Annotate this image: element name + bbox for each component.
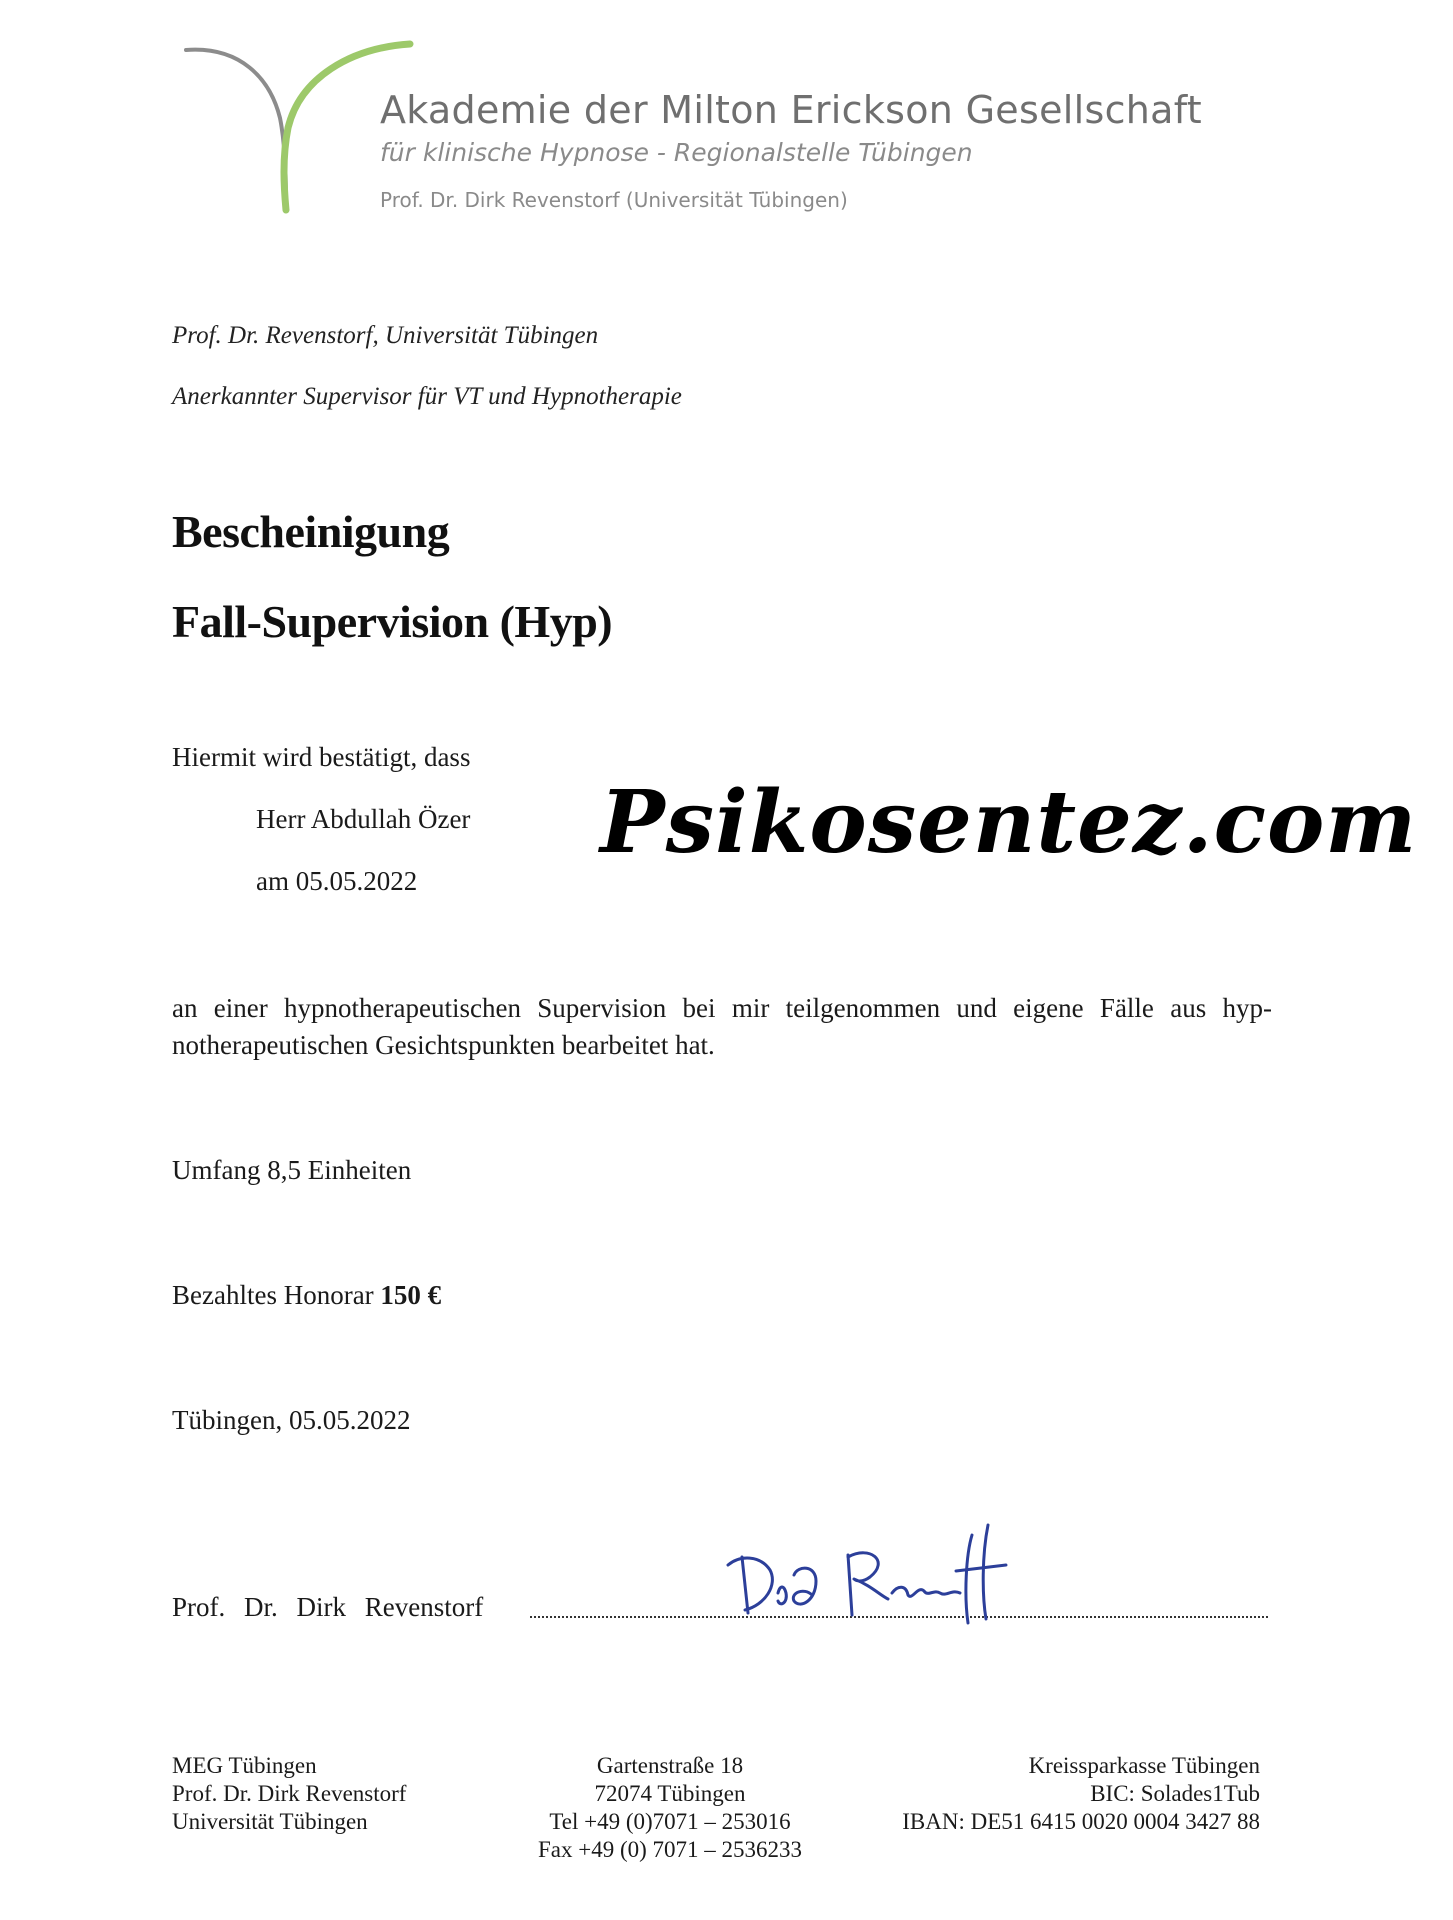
footer-bank-name: Kreissparkasse Tübingen — [1028, 1753, 1260, 1778]
paragraph-line-2: notherapeutischen Gesichtspunkten bearbeitet hat. — [172, 1030, 715, 1060]
intro-text: Hiermit wird bestätigt, dass — [172, 742, 471, 772]
fee-value: 150 € — [380, 1280, 442, 1310]
session-date: am 05.05.2022 — [256, 866, 418, 896]
document-subtitle: Fall-Supervision (Hyp) — [172, 596, 613, 647]
footer-left — [172, 1752, 406, 1836]
org-name: Akademie der Milton Erickson Gesellschaft — [380, 88, 1202, 132]
footer-bic: BIC: Solades1Tub — [1090, 1781, 1260, 1806]
org-subtitle: für klinische Hypnose - Regionalstelle Tübingen — [380, 138, 973, 167]
fee-line — [172, 1280, 441, 1311]
org-director: Prof. Dr. Dirk Revenstorf (Universität Tübingen) — [380, 188, 848, 212]
watermark: Psikosentez.com — [600, 772, 1418, 873]
footer-iban: IBAN: DE51 6415 0020 0004 3427 88 — [902, 1809, 1260, 1834]
sender-line-1: Prof. Dr. Revenstorf, Universität Tübingen — [172, 322, 599, 349]
person-name: Herr Abdullah Özer — [256, 804, 471, 834]
place-date: Tübingen, 05.05.2022 — [172, 1405, 411, 1435]
footer-fax: Fax +49 (0) 7071 – 2536233 — [537, 1837, 803, 1862]
footer-phone: Tel +49 (0)7071 – 253016 — [549, 1809, 791, 1834]
footer-right — [880, 1752, 1260, 1836]
confirmation-paragraph — [172, 990, 1272, 1064]
footer-middle — [520, 1752, 820, 1864]
scope-text: Umfang 8,5 Einheiten — [172, 1155, 412, 1185]
fee-label: Bezahltes Honorar — [172, 1280, 374, 1310]
paragraph-line-1: an einer hypnotherapeutischen Supervision bei mir teilgenommen und eigene Fälle aus hyp- — [172, 993, 1272, 1023]
handwritten-signature — [720, 1515, 1020, 1625]
footer-left-line: Prof. Dr. Dirk Revenstorf — [172, 1781, 407, 1806]
footer-address-line: Gartenstraße 18 — [596, 1753, 744, 1778]
signatory-name: Prof. Dr. Dirk Revenstorf — [172, 1592, 484, 1622]
sender-line-2: Anerkannter Supervisor für VT und Hypnotherapie — [172, 383, 682, 410]
footer-left-line: MEG Tübingen — [172, 1753, 317, 1778]
footer-address-line: 72074 Tübingen — [594, 1781, 746, 1806]
document-title: Bescheinigung — [172, 506, 450, 557]
footer-left-line: Universität Tübingen — [172, 1809, 368, 1834]
